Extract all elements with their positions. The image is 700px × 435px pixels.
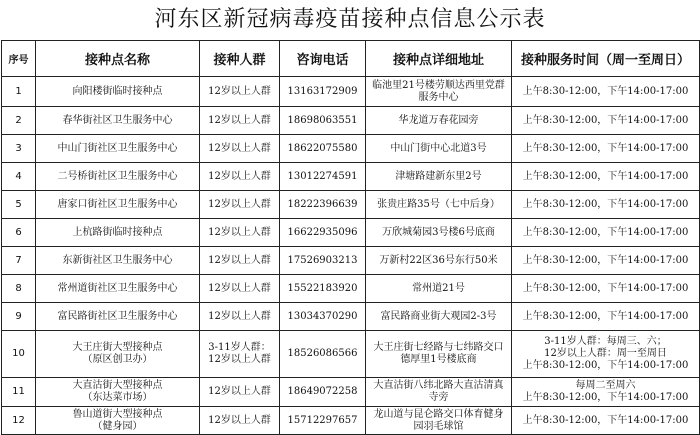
- address-cell: [366, 163, 512, 191]
- time-cell: [512, 135, 700, 163]
- time-cell: [512, 303, 700, 331]
- vaccination-sites-table: [1, 40, 700, 435]
- crowd-line: 12岁以上人群: [208, 354, 271, 365]
- crowd-line: 12岁以上人群: [208, 142, 271, 154]
- time-line: 上午8:30-12:00，下午14:00-17:00: [522, 226, 689, 238]
- time-line: 上午8:30-12:00，下午14:00-17:00: [522, 198, 689, 210]
- row-no: 4: [2, 163, 36, 191]
- crowd-cell: [200, 247, 280, 275]
- site-name-line: 春华街社区卫生服务中心: [62, 114, 173, 126]
- site-name-cell: [36, 107, 200, 135]
- site-name-line: 富民路街社区卫生服务中心: [57, 310, 178, 322]
- site-name-cell: [36, 191, 200, 219]
- address-cell: [366, 135, 512, 163]
- address-line: 华龙道万春花园旁: [398, 114, 479, 126]
- address-line: 大王庄街七经路与七纬路交口: [373, 342, 504, 353]
- table-row: [2, 247, 700, 275]
- site-name-line: （东达菜市场）: [82, 392, 153, 403]
- site-name-line: （原区创卫办）: [82, 354, 153, 365]
- site-name-cell: [36, 135, 200, 163]
- phone-cell: 18222396639: [280, 191, 366, 219]
- crowd-cell: [200, 77, 280, 107]
- table-row: [2, 407, 700, 435]
- site-name-line: 东新街社区卫生服务中心: [62, 254, 173, 266]
- row-no: 6: [2, 219, 36, 247]
- table-row: [2, 219, 700, 247]
- time-cell: [512, 247, 700, 275]
- table-row: [2, 163, 700, 191]
- address-line: 园羽毛球馆: [413, 420, 464, 432]
- time-line: 上午8:30-12:00，下午14:00-17:00: [522, 392, 689, 403]
- crowd-cell: [200, 331, 280, 378]
- time-cell: [512, 378, 700, 407]
- row-no: 9: [2, 303, 36, 331]
- address-line: 中山门街中心北道3号: [390, 142, 487, 154]
- time-line: 12岁以上人群：周一至周日: [544, 348, 667, 359]
- address-line: 寺旁: [428, 392, 449, 403]
- table-row: [2, 135, 700, 163]
- address-line: 大直沽街八纬北路大直沽清真: [373, 380, 504, 391]
- address-line: 服务中心: [418, 91, 459, 103]
- time-line: 上午8:30-12:00，下午14:00-17:00: [522, 360, 689, 371]
- address-line: 常州道21号: [412, 282, 465, 294]
- phone-cell: 13163172909: [280, 77, 366, 107]
- address-cell: [366, 407, 512, 435]
- crowd-cell: [200, 163, 280, 191]
- table-row: [2, 77, 700, 107]
- address-line: 富民路商业街大观园2-3号: [380, 310, 497, 322]
- row-no: 5: [2, 191, 36, 219]
- crowd-cell: [200, 407, 280, 435]
- address-line: 津塘路建新东里2号: [395, 170, 482, 182]
- crowd-cell: [200, 135, 280, 163]
- phone-cell: 13034370290: [280, 303, 366, 331]
- phone-cell: 18649072258: [280, 378, 366, 407]
- site-name-line: 唐家口街社区卫生服务中心: [57, 198, 178, 210]
- row-no: 1: [2, 77, 36, 107]
- crowd-line: 12岁以上人群: [208, 114, 271, 126]
- crowd-line: 12岁以上人群: [208, 198, 271, 210]
- header-site: 接种点名称: [36, 41, 200, 77]
- row-no: 7: [2, 247, 36, 275]
- time-line: 上午8:30-12:00，下午14:00-17:00: [522, 282, 689, 294]
- site-name-line: 鲁山道街大型接种点: [72, 408, 163, 420]
- row-no: 8: [2, 275, 36, 303]
- time-cell: [512, 275, 700, 303]
- site-name-line: 二号桥街社区卫生服务中心: [57, 170, 178, 182]
- site-name-cell: [36, 275, 200, 303]
- row-no: 2: [2, 107, 36, 135]
- phone-cell: 18698063551: [280, 107, 366, 135]
- crowd-line: 3-11岁人群：: [208, 342, 271, 353]
- row-no: 12: [2, 407, 36, 435]
- time-line: 上午8:30-12:00，下午14:00-17:00: [522, 414, 689, 426]
- crowd-cell: [200, 191, 280, 219]
- address-cell: [366, 219, 512, 247]
- time-line: 上午8:30-12:00，下午14:00-17:00: [522, 114, 689, 126]
- time-line: 3-11岁人群：每周三、六；: [544, 336, 667, 347]
- phone-cell: 15522183920: [280, 275, 366, 303]
- phone-cell: 16622935096: [280, 219, 366, 247]
- header-time: 接种服务时间（周一至周日）: [512, 41, 700, 77]
- crowd-line: 12岁以上人群: [208, 414, 271, 426]
- time-line: 上午8:30-12:00，下午14:00-17:00: [522, 142, 689, 154]
- time-cell: [512, 77, 700, 107]
- row-no: 10: [2, 331, 36, 378]
- site-name-cell: [36, 378, 200, 407]
- header-no: 序号: [2, 41, 36, 77]
- table-row: [2, 331, 700, 378]
- crowd-line: 12岁以上人群: [208, 85, 271, 97]
- site-name-cell: [36, 247, 200, 275]
- site-name-cell: [36, 219, 200, 247]
- site-name-line: 大王庄街大型接种点: [72, 342, 163, 353]
- table-row: [2, 303, 700, 331]
- address-line: 万欣城菊园3号楼6号底商: [382, 226, 495, 238]
- crowd-cell: [200, 303, 280, 331]
- address-line: 万新村22区36号东行50米: [379, 254, 498, 266]
- phone-cell: 18622075580: [280, 135, 366, 163]
- address-cell: [366, 247, 512, 275]
- crowd-cell: [200, 107, 280, 135]
- address-line: 临池里21号楼劳顺达西里党群: [372, 79, 505, 91]
- crowd-line: 12岁以上人群: [208, 170, 271, 182]
- site-name-line: 上杭路街临时接种点: [72, 226, 163, 238]
- time-line: 上午8:30-12:00，下午14:00-17:00: [522, 254, 689, 266]
- address-cell: [366, 107, 512, 135]
- page-title: 河东区新冠病毒疫苗接种点信息公示表: [154, 7, 546, 32]
- time-line: 上午8:30-12:00，下午14:00-17:00: [522, 85, 689, 97]
- row-no: 11: [2, 378, 36, 407]
- header-crowd: 接种人群: [200, 41, 280, 77]
- site-name-line: 中山门街社区卫生服务中心: [57, 142, 178, 154]
- address-cell: [366, 331, 512, 378]
- table-row: [2, 191, 700, 219]
- time-line: 每周二至周六: [575, 380, 636, 391]
- site-name-cell: [36, 331, 200, 378]
- address-cell: [366, 77, 512, 107]
- time-cell: [512, 107, 700, 135]
- address-cell: [366, 303, 512, 331]
- crowd-line: 12岁以上人群: [208, 386, 271, 397]
- address-line: 龙山道与昆仑路交口体育健身: [373, 408, 504, 420]
- time-line: 上午8:30-12:00，下午14:00-17:00: [522, 310, 689, 322]
- phone-cell: 15712297657: [280, 407, 366, 435]
- time-cell: [512, 163, 700, 191]
- crowd-line: 12岁以上人群: [208, 254, 271, 266]
- address-line: 德厚里1号楼底商: [400, 354, 477, 365]
- table-header-row: [2, 41, 700, 77]
- time-cell: [512, 219, 700, 247]
- site-name-line: 常州道街社区卫生服务中心: [57, 282, 178, 294]
- site-name-cell: [36, 77, 200, 107]
- address-cell: [366, 378, 512, 407]
- table-row: [2, 107, 700, 135]
- site-name-line: 大直沽街大型接种点: [72, 380, 163, 391]
- address-cell: [366, 191, 512, 219]
- crowd-cell: [200, 219, 280, 247]
- table-row: [2, 275, 700, 303]
- address-line: 张贵庄路35号（七中后身）: [377, 198, 500, 210]
- crowd-cell: [200, 275, 280, 303]
- crowd-line: 12岁以上人群: [208, 282, 271, 294]
- site-name-line: 向阳楼街临时接种点: [72, 85, 163, 97]
- phone-cell: 17526903213: [280, 247, 366, 275]
- time-cell: [512, 331, 700, 378]
- time-line: 上午8:30-12:00，下午14:00-17:00: [522, 170, 689, 182]
- time-cell: [512, 191, 700, 219]
- site-name-line: （健身园）: [92, 420, 143, 432]
- phone-cell: 18526086566: [280, 331, 366, 378]
- time-cell: [512, 407, 700, 435]
- crowd-line: 12岁以上人群: [208, 310, 271, 322]
- site-name-cell: [36, 163, 200, 191]
- header-address: 接种点详细地址: [366, 41, 512, 77]
- address-cell: [366, 275, 512, 303]
- table-row: [2, 378, 700, 407]
- site-name-cell: [36, 407, 200, 435]
- row-no: 3: [2, 135, 36, 163]
- phone-cell: 13012274591: [280, 163, 366, 191]
- header-phone: 咨询电话: [280, 41, 366, 77]
- crowd-cell: [200, 378, 280, 407]
- site-name-cell: [36, 303, 200, 331]
- crowd-line: 12岁以上人群: [208, 226, 271, 238]
